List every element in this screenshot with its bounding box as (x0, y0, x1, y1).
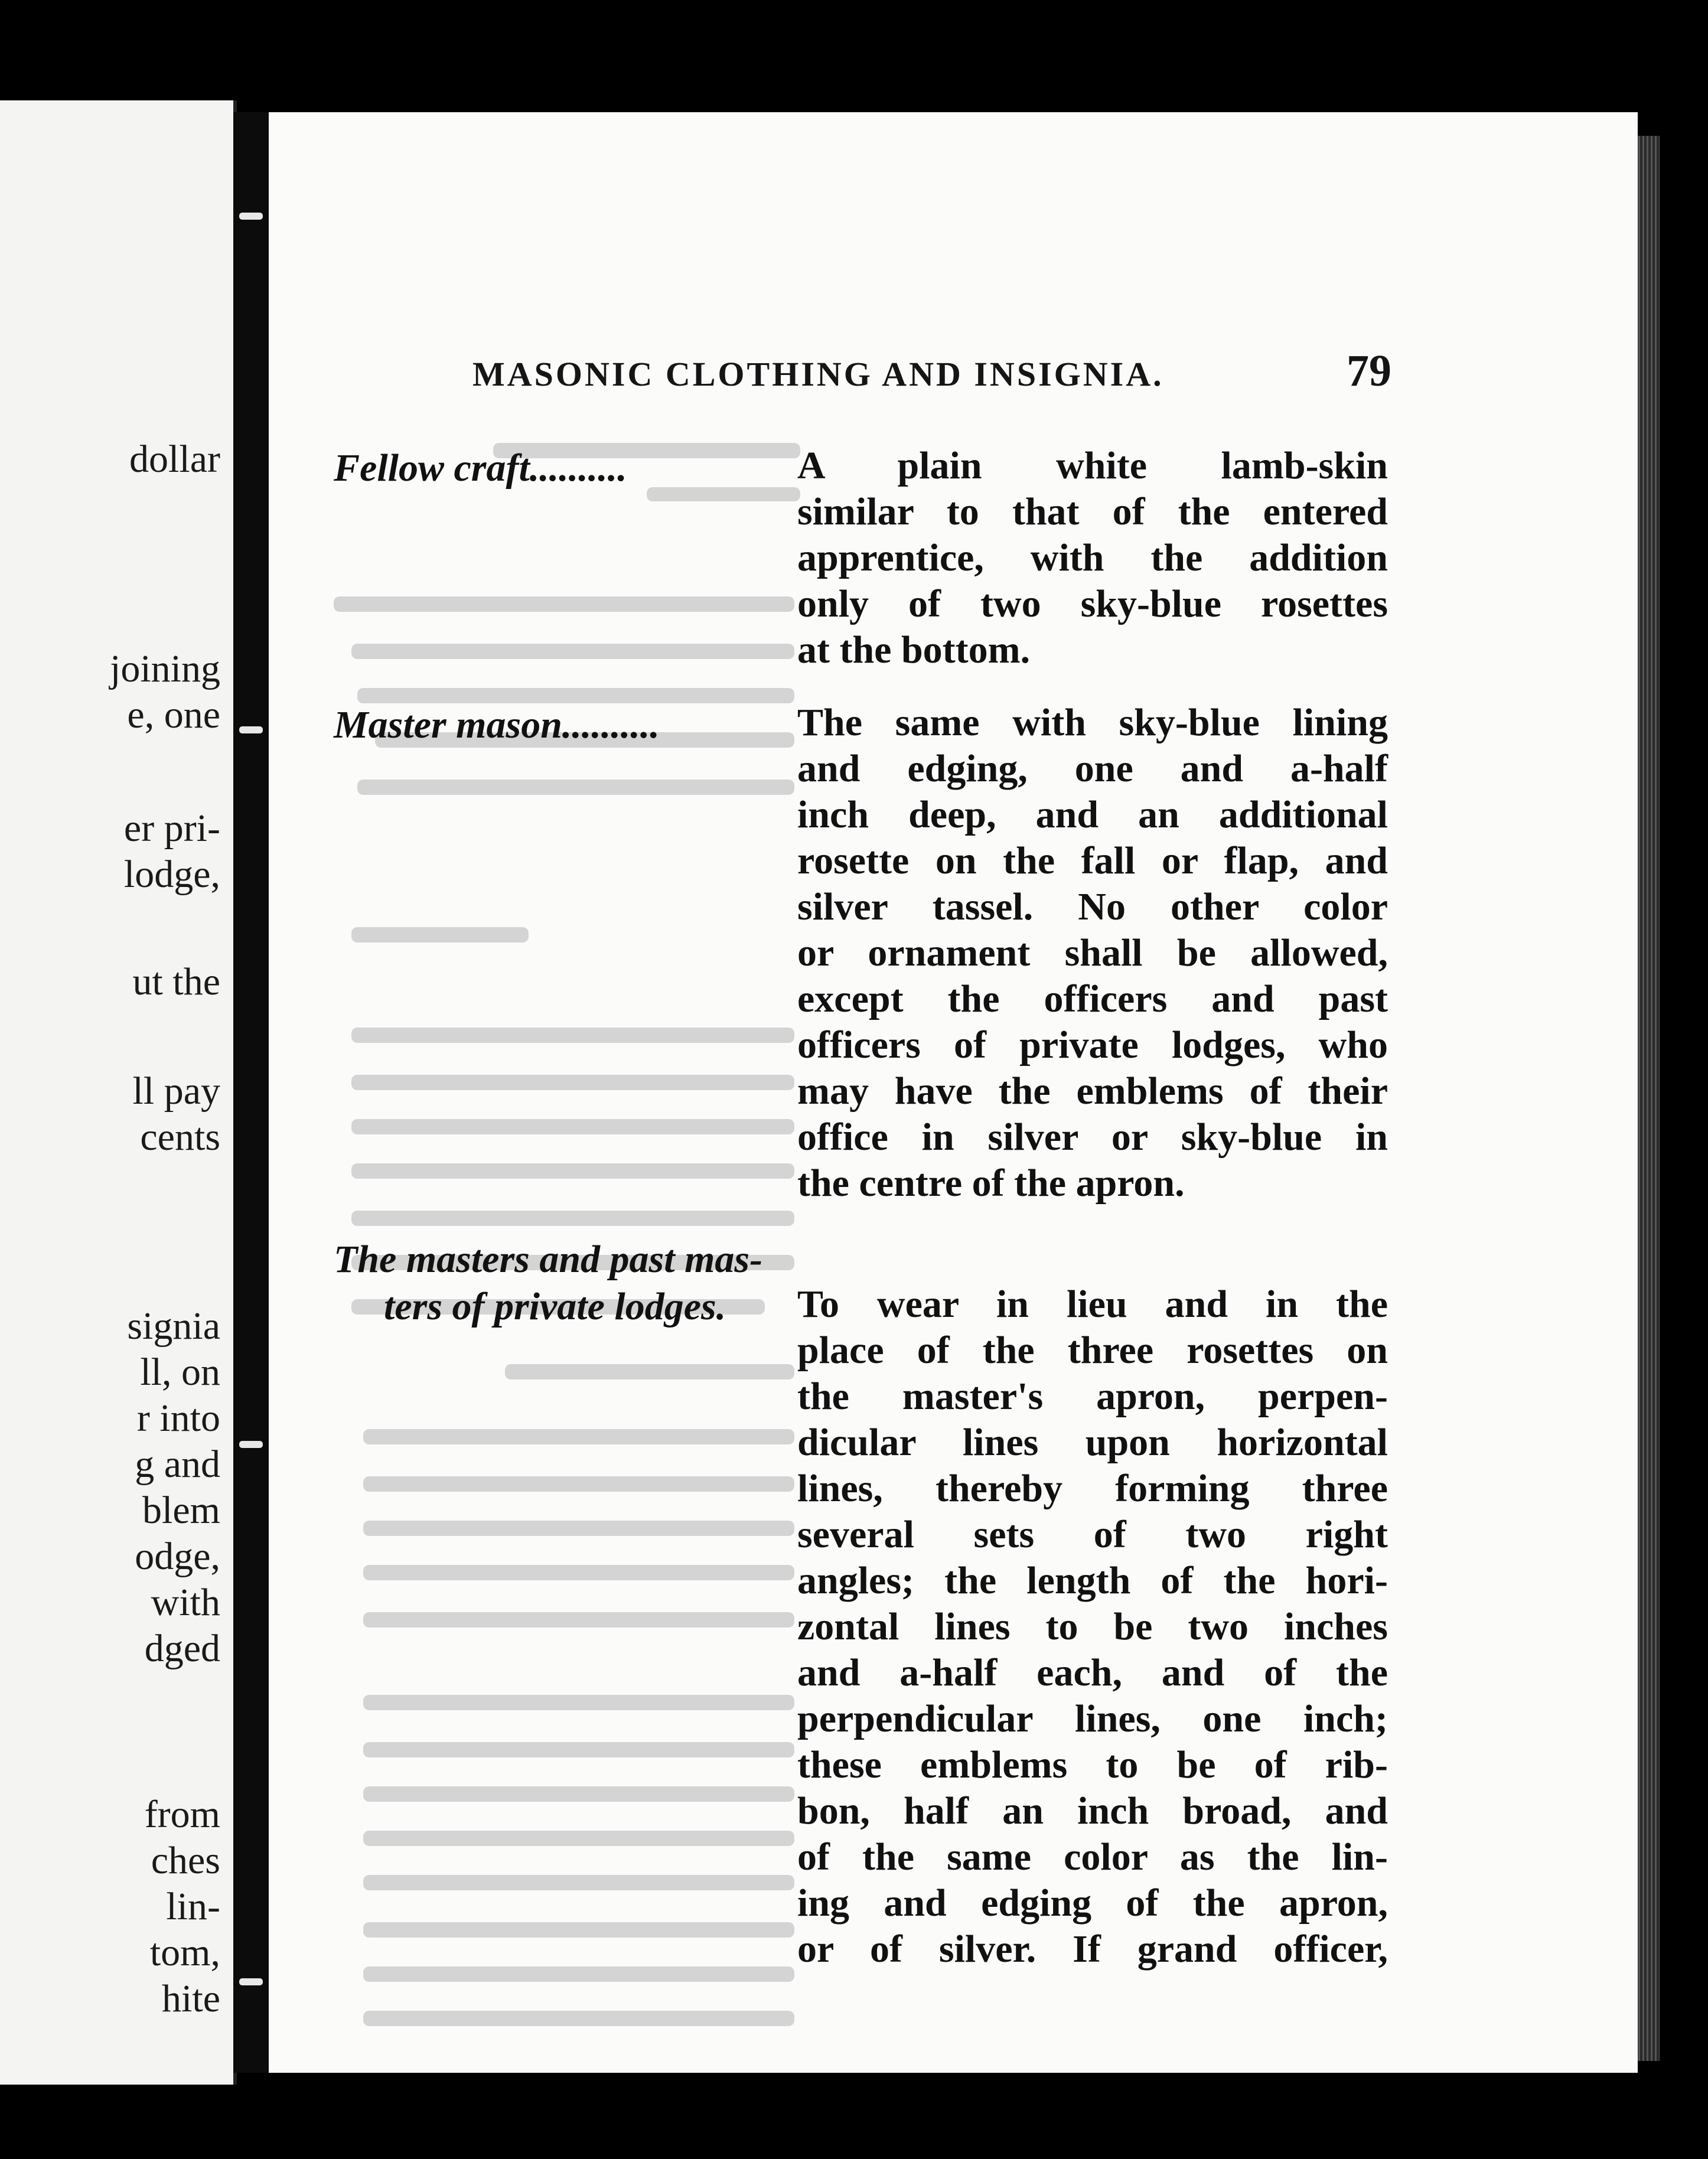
text-line: or of silver. If grand officer, (797, 1928, 1388, 1971)
text-line: perpendicular lines, one inch; (797, 1697, 1388, 1740)
text-line: inch deep, and an additional (797, 793, 1388, 836)
book-page (269, 112, 1638, 2073)
left-fragment: hite (162, 1977, 220, 2020)
left-fragment: from (144, 1793, 220, 1836)
text-line: silver tassel. No other color (797, 885, 1388, 928)
entry-term-masters-line2: ters of private lodges. (384, 1285, 726, 1328)
left-fragment: g and (135, 1443, 220, 1486)
left-fragment: joining (109, 647, 220, 690)
text-line: ing and edging of the apron, (797, 1881, 1388, 1925)
left-fragment: e, one (127, 693, 220, 736)
text-line: The same with sky-blue lining (797, 701, 1388, 744)
entry-description-masters (797, 1281, 1388, 1972)
page-number: 79 (1347, 346, 1391, 396)
text-line: these emblems to be of rib- (797, 1743, 1388, 1786)
text-line: only of two sky-blue rosettes (797, 582, 1388, 625)
left-fragment: odge, (135, 1535, 220, 1578)
left-fragment: dged (144, 1627, 220, 1670)
binding-stitch (239, 726, 263, 733)
text-line: officers of private lodges, who (797, 1023, 1388, 1067)
left-fragment: ll pay (132, 1069, 220, 1113)
text-line: several sets of two right (797, 1513, 1388, 1556)
text-line: angles; the length of the hori- (797, 1559, 1388, 1602)
previous-page (0, 100, 237, 2085)
entry-description-master-mason (797, 700, 1388, 1206)
left-fragment: lin- (166, 1885, 220, 1928)
left-fragment: cents (140, 1116, 220, 1159)
text-line: except the officers and past (797, 977, 1388, 1020)
page-edges (1636, 136, 1660, 2061)
entry-description-fellow-craft (797, 443, 1388, 673)
left-fragment: tom, (149, 1931, 220, 1974)
text-line: A plain white lamb-skin (797, 444, 1388, 487)
binding-stitch (239, 1978, 263, 1985)
text-line: the master's apron, perpen- (797, 1375, 1388, 1418)
text-line: similar to that of the entered (797, 490, 1388, 533)
entry-term-master-mason: Master mason.......... (334, 703, 660, 746)
entry-term-masters-line1: The masters and past mas- (334, 1238, 763, 1281)
text-line: of the same color as the lin- (797, 1835, 1388, 1878)
text-line: To wear in lieu and in the (797, 1283, 1388, 1326)
text-line: may have the emblems of their (797, 1069, 1388, 1113)
left-fragment: er pri- (123, 807, 220, 850)
left-fragment: r into (136, 1397, 220, 1440)
entry-term-fellow-craft: Fellow craft.......... (334, 446, 627, 490)
text-line: or ornament shall be allowed, (797, 931, 1388, 974)
left-fragment: ches (151, 1839, 220, 1882)
text-line: zontal lines to be two inches (797, 1605, 1388, 1648)
text-line: office in silver or sky-blue in (797, 1116, 1388, 1159)
left-fragment: dollar (129, 438, 220, 481)
text-line: at the bottom. (797, 628, 1031, 671)
binding-stitch (239, 213, 263, 220)
text-line: dicular lines upon horizontal (797, 1421, 1388, 1464)
left-fragment: signia (127, 1304, 220, 1348)
text-line: the centre of the apron. (797, 1162, 1185, 1205)
text-line: and edging, one and a-half (797, 747, 1388, 790)
text-line: lines, thereby forming three (797, 1467, 1388, 1510)
left-fragment: ll, on (140, 1351, 220, 1394)
binding-stitch (239, 1441, 263, 1448)
book-gutter (233, 112, 269, 2073)
left-fragment: ut the (132, 960, 220, 1003)
text-line: apprentice, with the addition (797, 536, 1388, 579)
running-head: MASONIC CLOTHING AND INSIGNIA. (472, 355, 1164, 393)
left-fragment: lodge, (123, 853, 220, 896)
text-line: bon, half an inch broad, and (797, 1789, 1388, 1832)
text-line: rosette on the fall or flap, and (797, 839, 1388, 882)
text-line: place of the three rosettes on (797, 1329, 1388, 1372)
left-fragment: with (151, 1581, 220, 1624)
text-line: and a-half each, and of the (797, 1651, 1388, 1694)
left-fragment: blem (142, 1489, 220, 1532)
